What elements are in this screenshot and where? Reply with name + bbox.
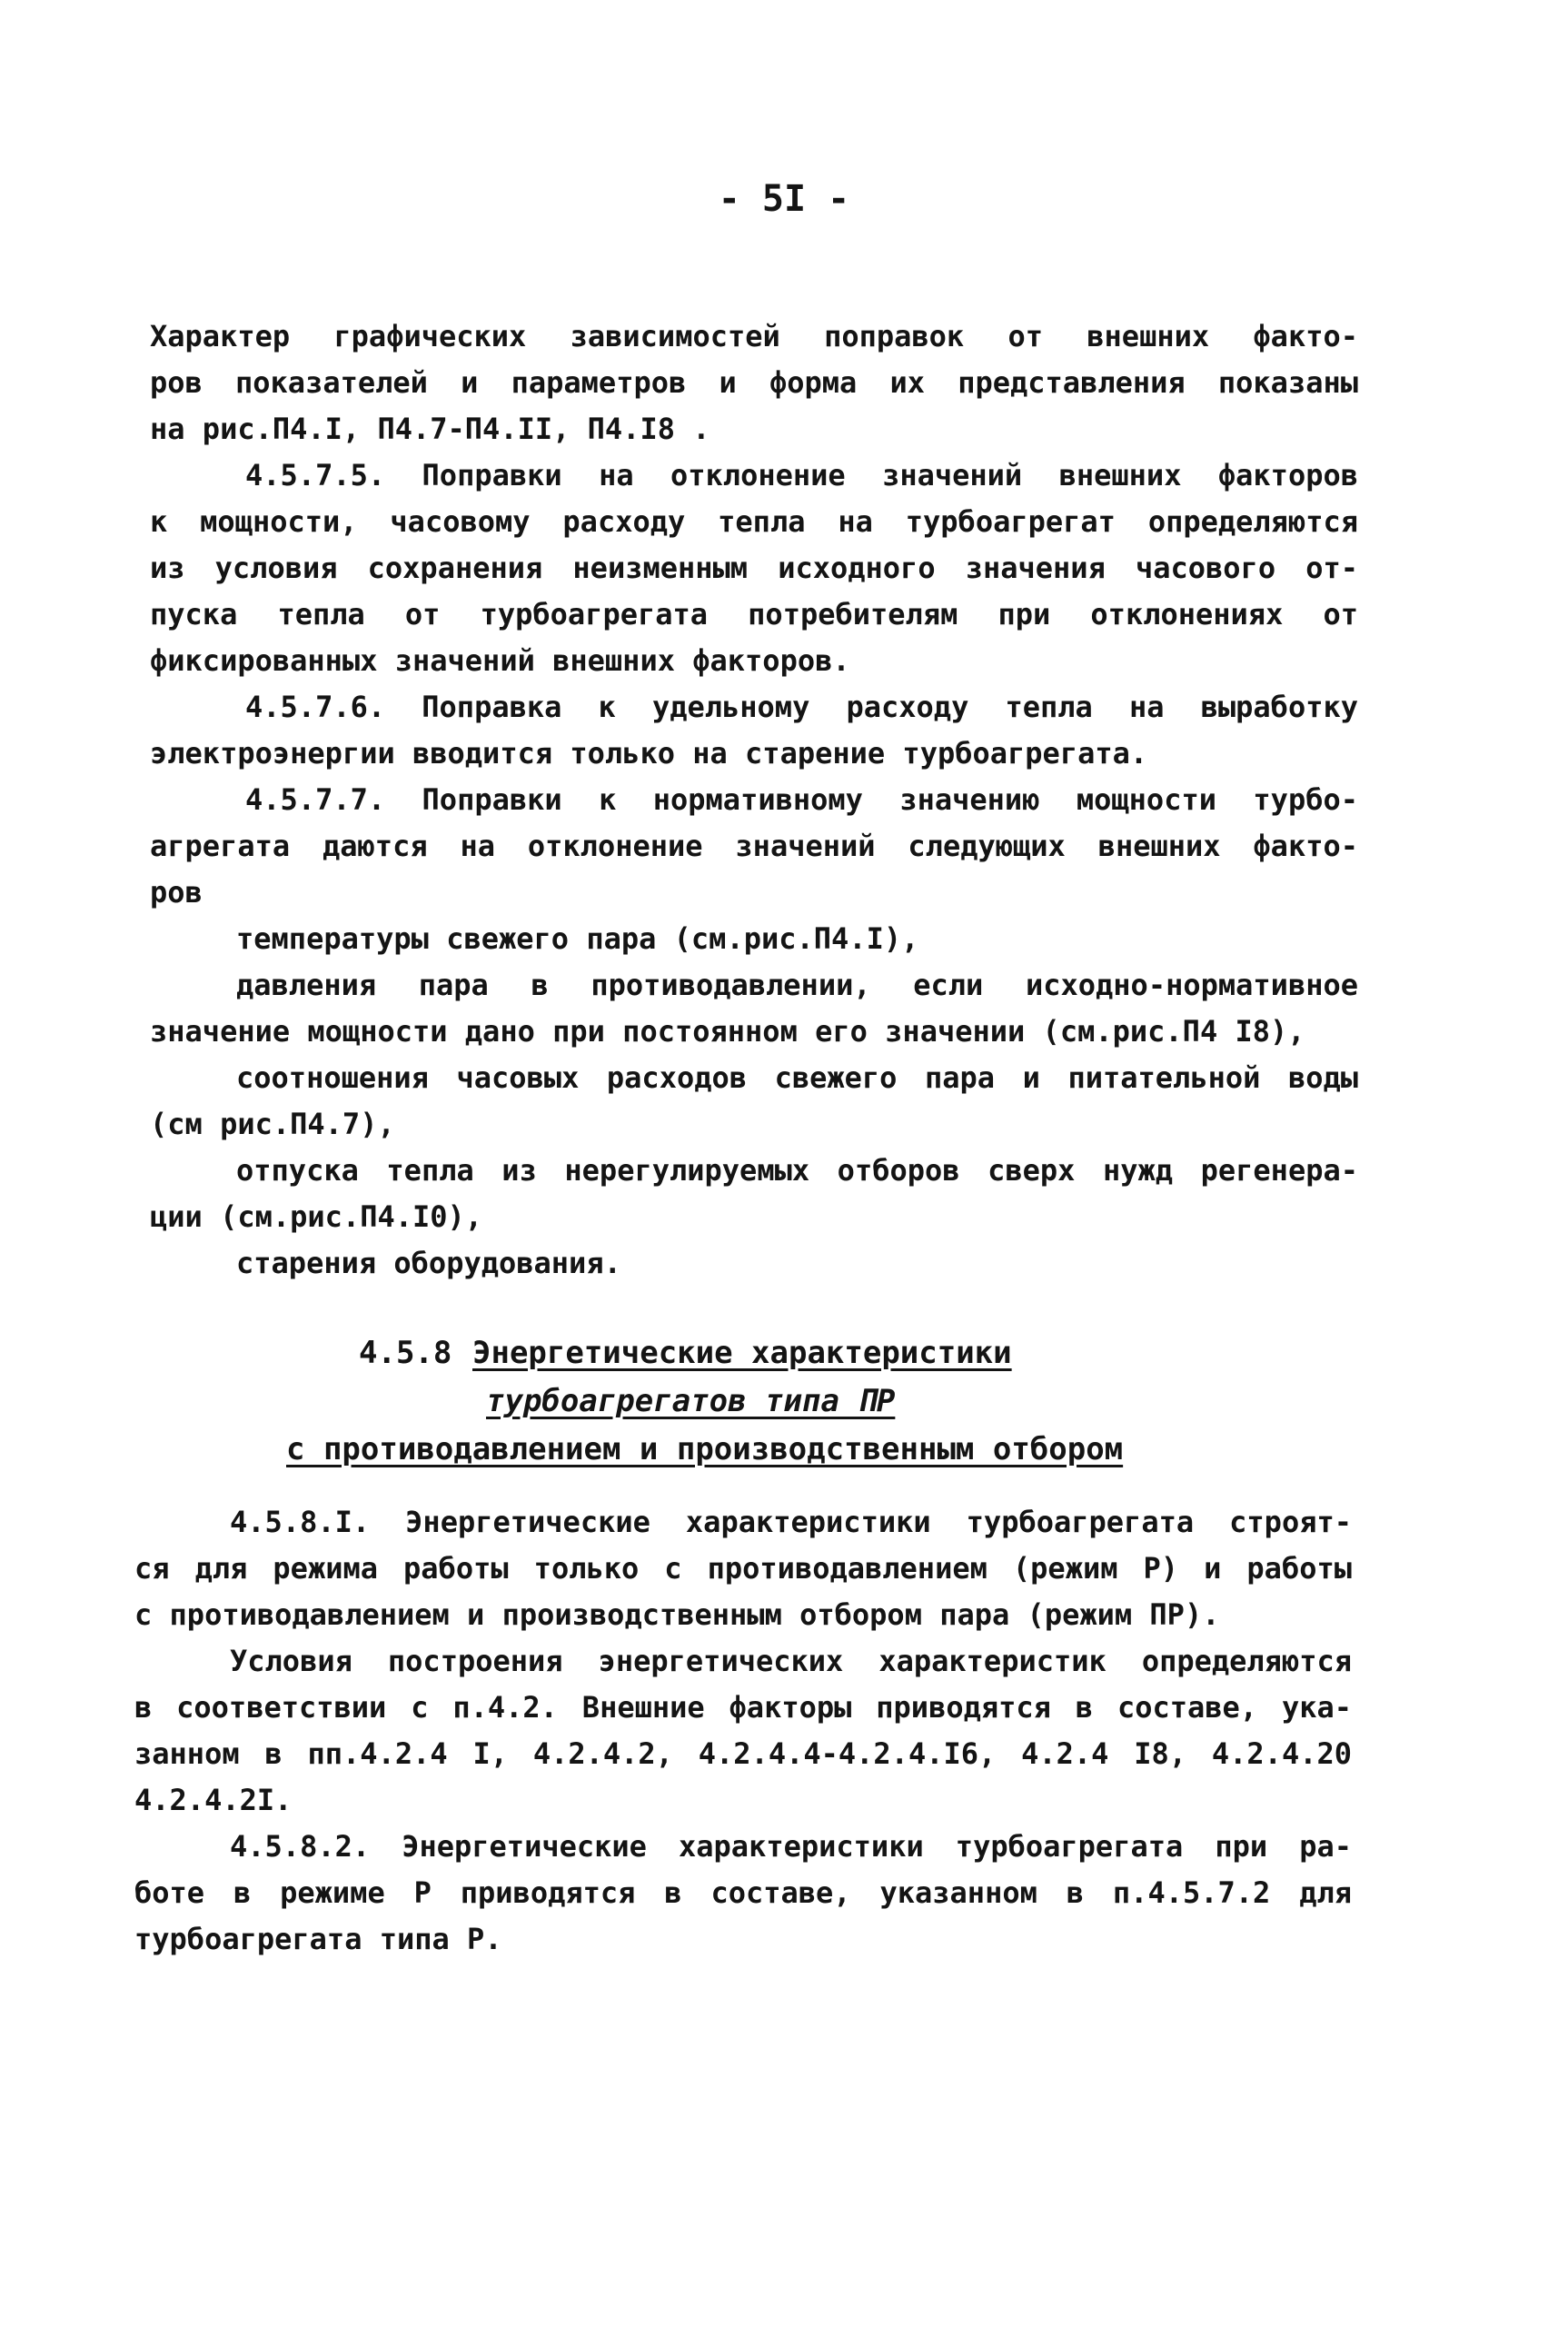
list-item-continuation: (см рис.П4.7), bbox=[150, 1107, 395, 1141]
list-item: температуры свежего пара (см.рис.П4.I), bbox=[236, 921, 919, 956]
paragraph-line: электроэнергии вводится только на старение турбоагрегата. bbox=[150, 736, 1148, 771]
list-item: старения оборудования. bbox=[236, 1246, 621, 1280]
paragraph-line: пуска тепла от турбоагрегата потребителям при отклонениях от bbox=[150, 597, 1358, 631]
paragraph-line: из условия сохранения неизменным исходного значения часового от- bbox=[150, 551, 1358, 585]
page-number: - 5I - bbox=[718, 178, 850, 220]
heading-line-2: турбоагрегатов типа ПР bbox=[486, 1383, 896, 1419]
paragraph-line: к мощности, часовому расходу тепла на турбоагрегат определяются bbox=[150, 504, 1358, 539]
paragraph-line: 4.5.7.6. Поправка к удельному расходу тепла на выработку bbox=[245, 690, 1358, 724]
list-item: давления пара в противодавлении, если исходно-нормативное bbox=[236, 968, 1358, 1002]
paragraph-line: ся для режима работы только с противодавлением (режим Р) и работы bbox=[134, 1551, 1352, 1586]
paragraph-line: Характер графических зависимостей поправок от внешних факто- bbox=[150, 319, 1358, 353]
paragraph-line: 4.2.4.2I. bbox=[134, 1783, 293, 1817]
paragraph-line: агрегата даются на отклонение значений следующих внешних факто- bbox=[150, 829, 1358, 863]
list-item-continuation: значение мощности дано при постоянном его значении (см.рис.П4 I8), bbox=[150, 1014, 1305, 1049]
document-body-top bbox=[150, 313, 1358, 1287]
paragraph-line: боте в режиме Р приводятся в составе, указанном в п.4.5.7.2 для bbox=[134, 1875, 1352, 1910]
heading-line-1: Энергетические характеристики bbox=[472, 1335, 1012, 1371]
heading-number: 4.5.8 bbox=[359, 1335, 452, 1371]
paragraph-line: 4.5.8.2. Энергетические характеристики турбоагрегата при ра- bbox=[230, 1829, 1352, 1864]
paragraph-line: ров bbox=[150, 875, 203, 910]
paragraph-line: в соответствии с п.4.2. Внешние факторы приводятся в составе, ука- bbox=[134, 1690, 1352, 1725]
paragraph-line: 4.5.7.7. Поправки к нормативному значению мощности турбо- bbox=[245, 782, 1358, 817]
list-item: отпуска тепла из нерегулируемых отборов сверх нужд регенера- bbox=[236, 1153, 1358, 1188]
list-item: соотношения часовых расходов свежего пара и питательной воды bbox=[236, 1060, 1358, 1095]
paragraph-line: турбоагрегата типа Р. bbox=[134, 1922, 502, 1956]
paragraph-line: с противодавлением и производственным отбором пара (режим ПР). bbox=[134, 1597, 1220, 1632]
paragraph-line: фиксированных значений внешних факторов. bbox=[150, 643, 850, 678]
paragraph-line: Условия построения энергетических характеристик определяются bbox=[230, 1644, 1352, 1678]
paragraph-line: занном в пп.4.2.4 I, 4.2.4.2, 4.2.4.4-4.2.4.I6, 4.2.4 I8, 4.2.4.20 bbox=[134, 1736, 1352, 1771]
paragraph-line: на рис.П4.I, П4.7-П4.II, П4.I8 . bbox=[150, 412, 710, 446]
document-body-bottom bbox=[134, 1499, 1352, 1963]
paragraph-line: ров показателей и параметров и форма их представления показаны bbox=[150, 365, 1358, 400]
paragraph-line: 4.5.8.I. Энергетические характеристики турбоагрегата строят- bbox=[230, 1505, 1352, 1539]
list-item-continuation: ции (см.рис.П4.I0), bbox=[150, 1199, 483, 1234]
paragraph-line: 4.5.7.5. Поправки на отклонение значений внешних факторов bbox=[245, 458, 1358, 492]
heading-line-3: с противодавлением и производственным отбором bbox=[286, 1431, 1124, 1467]
